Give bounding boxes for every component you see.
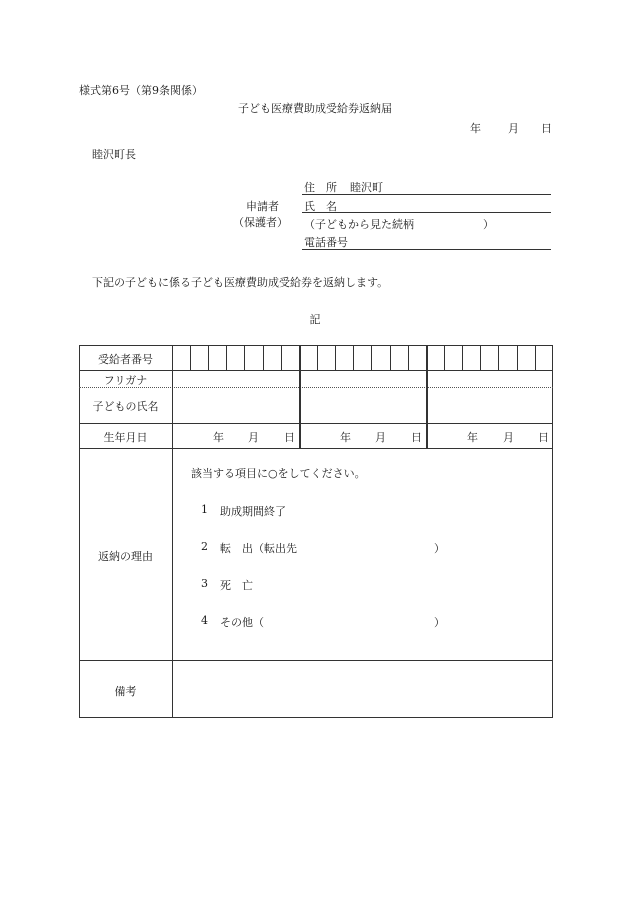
relation-close: ） [483, 218, 494, 231]
name-label: 氏 名 [304, 200, 337, 213]
phone-label: 電話番号 [304, 236, 348, 249]
ki-heading: 記 [309, 313, 321, 326]
child-name-label: 子どもの氏名 [92, 400, 159, 413]
row-divider [79, 448, 553, 449]
name-underline [302, 212, 551, 213]
relation-label: （子どもから見た続柄 [304, 218, 414, 231]
birth-date-label: 生年月日 [103, 431, 148, 444]
page-title: 子ども医療費助成受給券返納届 [238, 102, 392, 115]
row-divider [79, 370, 553, 371]
form-number: 様式第6号（第9条関係） [79, 84, 203, 97]
row-divider [79, 660, 553, 661]
phone-underline [302, 249, 551, 250]
address-label: 住 所 [304, 181, 337, 194]
guardian-label: （保護者） [233, 216, 288, 229]
group-divider [299, 345, 301, 448]
recipient-number-label: 受給者番号 [98, 353, 153, 366]
statement: 下記の子どもに係る子ども医療費助成受給券を返納します。 [92, 276, 389, 289]
remarks-label: 備考 [114, 685, 137, 698]
address-value: 睦沢町 [350, 181, 383, 194]
document-page: 様式第6号（第9条関係） 子ども医療費助成受給券返納届 年 月 日 睦沢町長 申請者 （保護者） 住 所 睦沢町 氏 名 （子どもから見た続柄 ） 電話番号 下記の子どもに係る子ども医療費助成受給券を返納します。 記 受給者番号 フリガナ 子どもの氏名 生年月日 年 月 日 年 月 日 年 月 日 返納の理由 該当する項目に○をしてください。 1 助成期間終了 2 転 出（転出先 ） 3 死 亡 4 その他（ ） 備考 [0, 0, 630, 903]
date-month: 月 [508, 122, 519, 135]
reason-label: 返納の理由 [98, 550, 153, 563]
group-divider [426, 345, 428, 448]
addressee: 睦沢町長 [92, 148, 136, 161]
applicant-label: 申請者 [246, 200, 279, 213]
label-column-divider [172, 345, 173, 718]
row-divider [79, 423, 553, 424]
date-day: 日 [541, 122, 552, 135]
address-underline [302, 194, 551, 195]
date-year: 年 [470, 122, 481, 135]
furigana-label: フリガナ [103, 374, 148, 387]
reason-instruction: 該当する項目に○をしてください。 [191, 467, 366, 480]
